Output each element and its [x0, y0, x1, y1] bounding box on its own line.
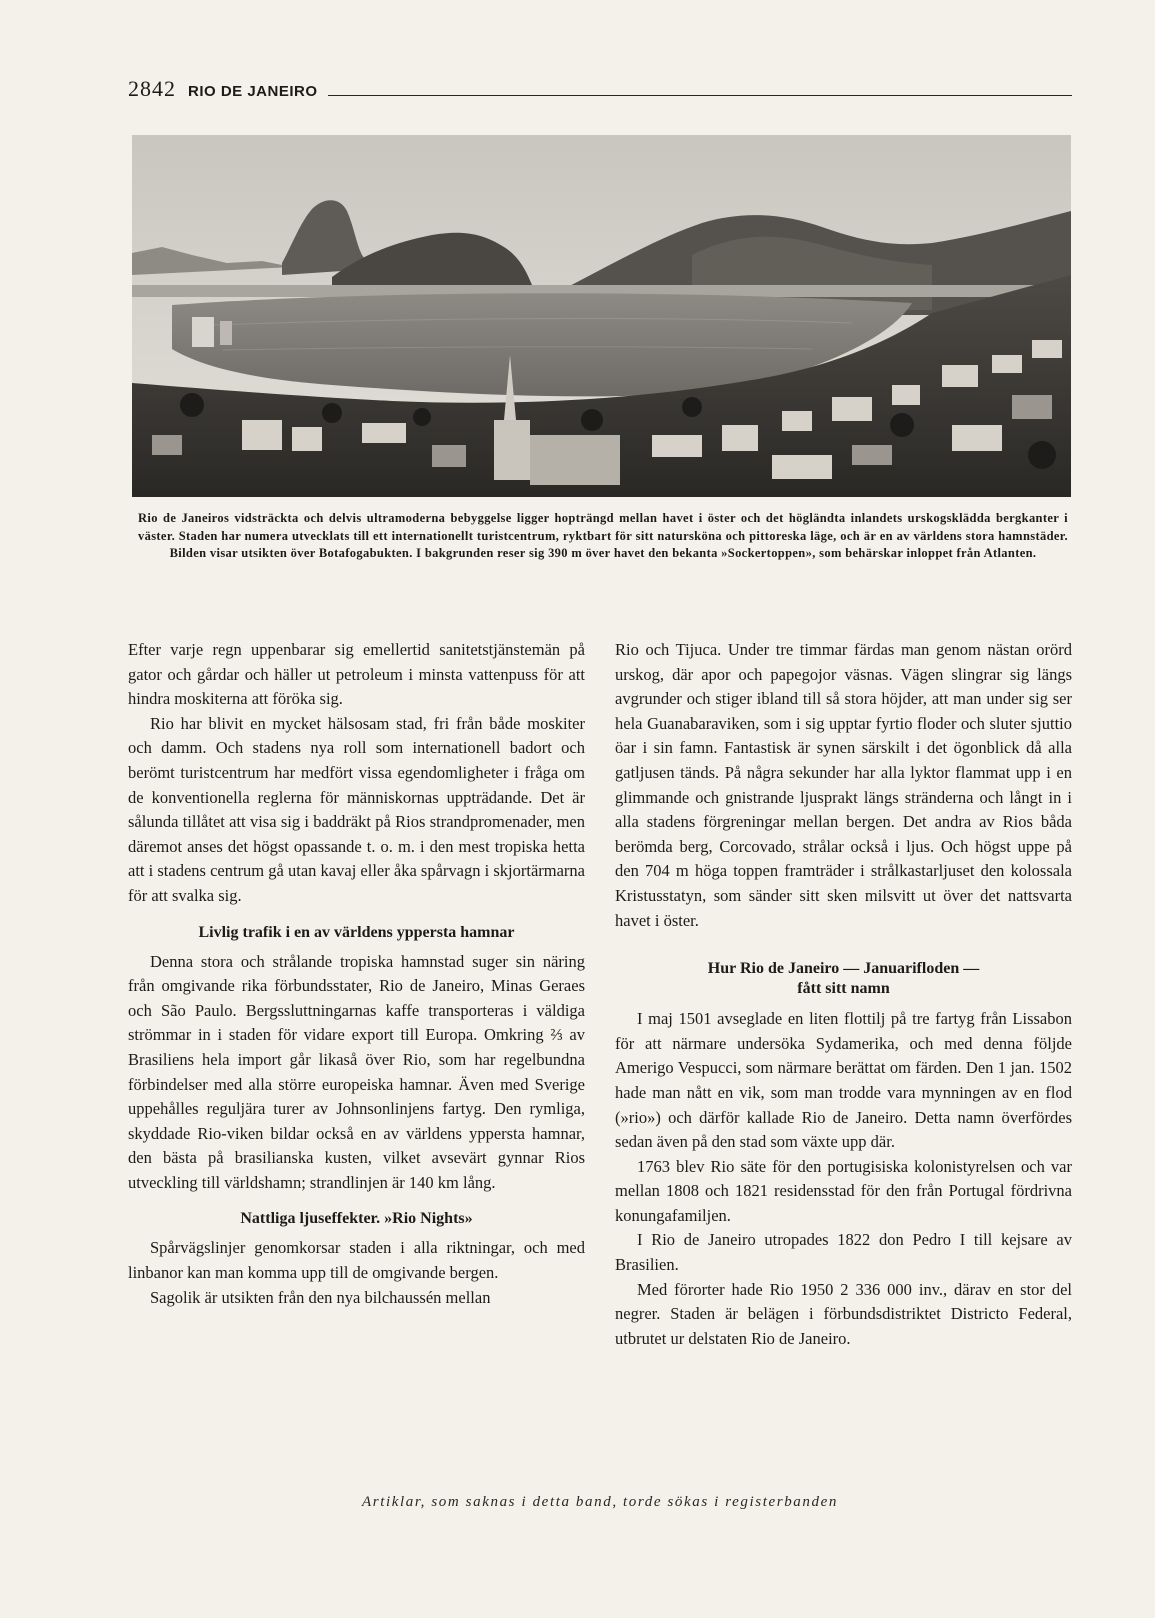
section-heading-line: Hur Rio de Janeiro — Januarifloden — — [707, 960, 980, 978]
page-header — [128, 76, 1072, 102]
left-column — [128, 638, 585, 1310]
header-rule — [328, 95, 1072, 96]
paragraph: Denna stora och strålande tropiska hamnstad suger sin näring från omgivande rika förbundsstater, Rio de Janeiro, Minas Geraes och São Paulo. Bergssluttningarnas kaffe transporteras i väldiga strömmar in i staden för vidare export till Europa. Omkring ⅔ av Brasiliens hela import går likaså över Rio, som har regelbundna förbindelser med alla större europeiska hamnar. Även med Sverige uppehålles reguljära turer av Johnsonlinjens fartyg. Den rymliga, skyddade Rio-viken bildar också en av världens yppersta hamnar, den bästa på brasilianska kusten, vilket avsevärt gynnar Rios utveckling till världshamn; strandlinjen är 140 km lång. — [128, 951, 585, 1192]
paragraph: Sagolik är utsikten från den nya bilchaussén mellan — [150, 1287, 491, 1307]
section-heading-line: fått sitt namn — [797, 980, 890, 998]
paragraph: Rio och Tijuca. Under tre timmar färdas man genom nästan orörd urskog, där apor och papegojor väsnas. Vägen slingrar sig längs avgrunder och stiger ibland till så stora höjder, att man under sig ser hela Guanabaraviken, som i sig upptar fyrtio floder och sluter sjuttio öar i sin famn. Fantastisk är synen särskilt i det ögonblick då alla gatljusen tänds. På några sekunder har alla lyktor flammat upp i en glimmande och gnistrande ljusprakt längs stränderna och långt in i alla stadens förgreningar mellan bergen. Det andra av Rios båda berömda berg, Corcovado, strålar också i ljus. Och högst uppe på den 704 m höga toppen framträder i strålkastarljuset den kolossala Kristusstatyn, som sänder sitt sken milsvitt ut över det nattsvarta havet i öster. — [615, 640, 1072, 930]
page-number: 2842 — [128, 76, 176, 101]
photo-caption: Rio de Janeiros vidsträckta och delvis ultramoderna bebyggelse ligger hopträngd mellan havet i öster och det högländta inlandets urskogsklädda bergkanter i väster. Staden har numera utvecklats till ett internationellt turistcentrum, ryktbart för sitt natursköna och pittoreska läge, och är en av världens stora hamnstäder. Bilden visar utsikten över Botafogabukten. I bakgrunden reser sig 390 m över havet den bekanta »Sockertoppen», som behärskar inloppet från Atlanten. — [138, 511, 1068, 561]
paragraph: Efter varje regn uppenbarar sig emellertid sanitetstjänstemän på gator och gårdar och häller ut petroleum i minsta vattenpuss för att hindra moskiterna att föröka sig. — [128, 640, 585, 709]
section-heading — [615, 959, 1072, 999]
footer-note: Artiklar, som saknas i detta band, torde sökas i registerbanden — [362, 1494, 838, 1510]
section-heading: Livlig trafik i en av världens yppersta hamnar — [198, 923, 515, 941]
botafogo-bay-photo — [132, 135, 1071, 497]
paragraph: Rio har blivit en mycket hälsosam stad, fri från både moskiter och damm. Och stadens nya roll som internationell badort och berömt turistcentrum har medfört vissa egendomligheter i fråga om de konventionella reglerna för människornas uppträdande. Det är sålunda tillåtet att visa sig i baddräkt på Rios strandpromenader, men däremot anses det högst opassande t. o. m. i den mest tropiska hetta att i stadens centrum gå utan kavaj eller åka spårvagn i skjortärmarna för att svalka sig. — [128, 713, 585, 905]
section-heading: Nattliga ljuseffekter. »Rio Nights» — [240, 1210, 473, 1228]
running-title: RIO DE JANEIRO — [188, 83, 318, 100]
paragraph: I maj 1501 avseglade en liten flottilj på tre fartyg från Lissabon för att närmare undersöka Sydamerika, och med denna följde Amerigo Vespucci, som närmare berättat om färden. Den 1 jan. 1502 hade man nått en vik, som man trodde vara mynningen av en flod (»rio») och därför kallade Rio de Janeiro. Detta namn överfördes sedan även på den stad som växte upp där. — [615, 1009, 1072, 1152]
right-column — [615, 638, 1072, 1351]
paragraph: 1763 blev Rio säte för den portugisiska kolonistyrelsen och var mellan 1808 och 1821 residensstad för den från Portugal fördrivna konungafamiljen. — [615, 1156, 1072, 1225]
paragraph: I Rio de Janeiro utropades 1822 don Pedro I till kejsare av Brasilien. — [615, 1230, 1072, 1275]
paragraph: Spårvägslinjer genomkorsar staden i alla riktningar, och med linbanor kan man komma upp till de omgivande bergen. — [128, 1238, 585, 1283]
paragraph: Med förorter hade Rio 1950 2 336 000 inv., därav en stor del negrer. Staden är belägen i förbundsdistriktet Districto Federal, utbrutet ur delstaten Rio de Janeiro. — [615, 1279, 1072, 1348]
